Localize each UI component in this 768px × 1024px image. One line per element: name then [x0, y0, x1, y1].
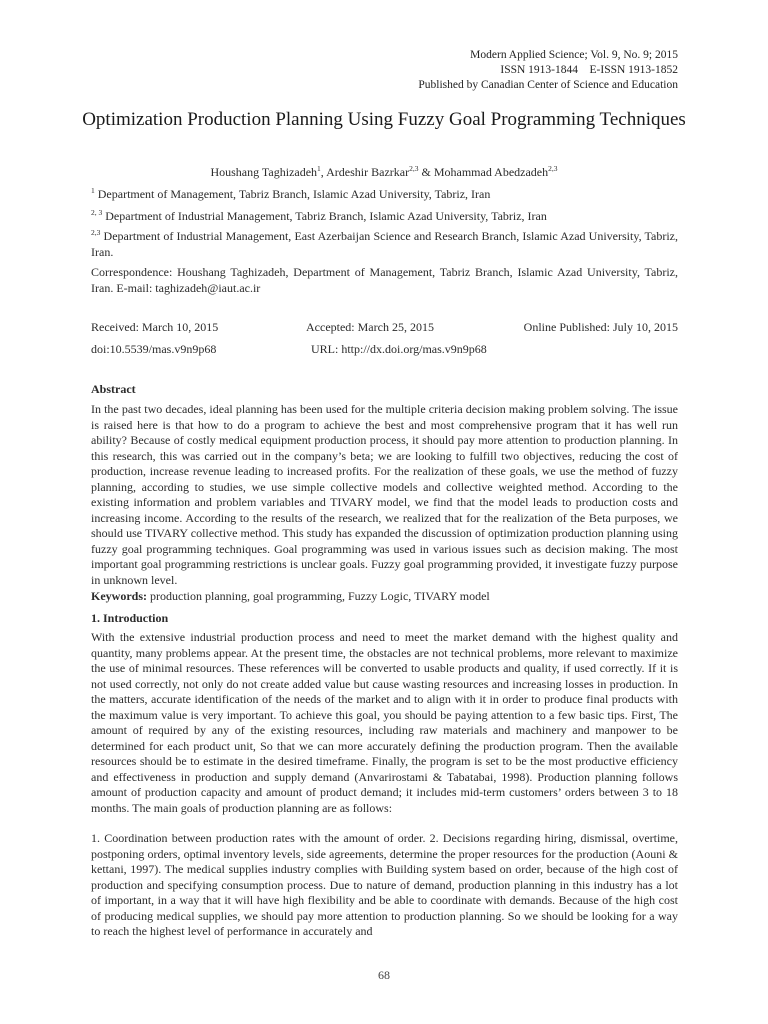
- keywords-label: Keywords:: [91, 589, 147, 603]
- author-separator: ,: [320, 165, 327, 179]
- page-number: 68: [378, 968, 390, 982]
- affiliation: [91, 209, 678, 225]
- affiliation-text: Department of Management, Tabriz Branch, Islamic Azad University, Tabriz, Iran: [94, 187, 491, 201]
- keywords-text: production planning, goal programming, Fuzzy Logic, TIVARY model: [147, 589, 490, 603]
- keywords: [91, 589, 678, 605]
- author-separator: &: [418, 165, 434, 179]
- affiliation-text: Department of Industrial Management, East Azerbaijan Science and Research Branch, Islamic Azad University, Tabriz, Iran.: [91, 229, 678, 259]
- accepted-date: Accepted: March 25, 2015: [306, 320, 434, 334]
- author-affiliation-mark: 2,3: [548, 164, 558, 173]
- affiliation-text: Department of Industrial Management, Tabriz Branch, Islamic Azad University, Tabriz, Iran: [102, 209, 547, 223]
- author-name: Houshang Taghizadeh: [210, 165, 318, 179]
- published-date: Online Published: July 10, 2015: [523, 320, 678, 334]
- author-list: [0, 165, 768, 180]
- journal-line: Modern Applied Science; Vol. 9, No. 9; 2015: [470, 49, 678, 61]
- abstract-heading: Abstract: [91, 382, 136, 396]
- received-date: Received: March 10, 2015: [91, 320, 219, 334]
- affiliation-mark: 2,3: [91, 228, 101, 237]
- author-affiliation-mark: 1: [317, 164, 321, 173]
- doi: doi:10.5539/mas.v9n9p68: [91, 342, 217, 356]
- issn-line: ISSN 1913-1844 E-ISSN 1913-1852: [500, 64, 678, 76]
- journal-header: [418, 48, 678, 93]
- affiliation-mark: 1: [91, 186, 95, 195]
- introduction-paragraph: With the extensive industrial production process and need to meet the market demand with the highest quality and quantity, many problems appear. At the present time, the obstacles are not technical problems, more relevant to maximize the use of minimal resources. These references will be converted to usable products and quality, if used correctly. If it is not used correctly, not only do not create added value but cause wasting resources and increasing losses in production. In the matters, accurate identification of the needs of the market and to align with it in order to produce final products with the maximum value is very important. To achieve this goal, you should be paying attention to a few basic tips. First, The amount of required by any of the existing resources, including raw materials and machinery and manpower to be determined for each product unit, So that we can more accurately defining the production program. Then the available resources should be to estimate in the desired timeframe. Finally, the program is set to be the most productive efficiency and effectiveness in production and supply demand (Anvarirostami & Tabatabai, 1998). Production planning follows amount of production capacity and amount of product demand; it includes mid-term customers’ orders between 3 to 18 months. The main goals of production planning are as follows:: [91, 630, 678, 815]
- author-affiliation-mark: 2,3: [409, 164, 419, 173]
- author-name: Ardeshir Bazrkar: [326, 165, 410, 179]
- publisher-line: Published by Canadian Center of Science and Education: [418, 79, 678, 91]
- affiliation-mark: 2, 3: [91, 208, 103, 217]
- affiliation: [91, 187, 678, 203]
- abstract-text: In the past two decades, ideal planning has been used for the multiple criteria decision making problem solving. The issue is raised here is that how to do a program to achieve the best and most comprehensive program that it has well run ability? Because of costly medical equipment production process, it should pay more attention to production planning. In this research, this was carried out in the company’s beta; we are looking to fulfill two objectives, reducing the cost of production, increase revenue leading to increased profits. For the realization of these goals, we use the method of fuzzy planning, according to studies, we use simple collective models and collective weighted method. According to the existing information and problem variables and TIVARY model, we find that the model leads to production costs and increasing income. According to the results of the research, we realized that for the realization of the Beta purposes, we should use TIVARY collective method. This study has expanded the discussion of optimization production planning using fuzzy goal programming techniques. Goal programming was used in various issues such as decision making. The most important goal programming restrictions is unclear goals. Fuzzy goal programming provided, it investigate fuzzy purpose in unknown level.: [91, 402, 678, 587]
- author-name: Mohammad Abedzadeh: [433, 165, 549, 179]
- doi-url: URL: http://dx.doi.org/mas.v9n9p68: [311, 342, 487, 356]
- introduction-paragraph: 1. Coordination between production rates with the amount of order. 2. Decisions regarding hiring, dismissal, overtime, postponing orders, optimal inventory levels, side agreements, determine the proper resources for the production (Aouni & kettani, 1997). The medical supplies industry complies with Building system based on order, because of the high cost of production and specifying consumption process. Due to nature of demand, production planning in this industry has a lot of important, in a way that it will have high flexibility and be able to coordinate with demands. Because of the high cost of producing medical supplies, we should pay more attention to production planning. So we should be looking for a way to reach the highest level of performance in accurately and: [91, 831, 678, 938]
- correspondence: Correspondence: Houshang Taghizadeh, Department of Management, Tabriz Branch, Islamic Azad University, Tabriz, Iran. E-mail: taghizadeh@iaut.ac.ir: [91, 265, 678, 295]
- affiliation: [91, 229, 678, 260]
- section-heading-introduction: 1. Introduction: [91, 611, 169, 625]
- paper-title: Optimization Production Planning Using Fuzzy Goal Programming Techniques: [82, 109, 686, 130]
